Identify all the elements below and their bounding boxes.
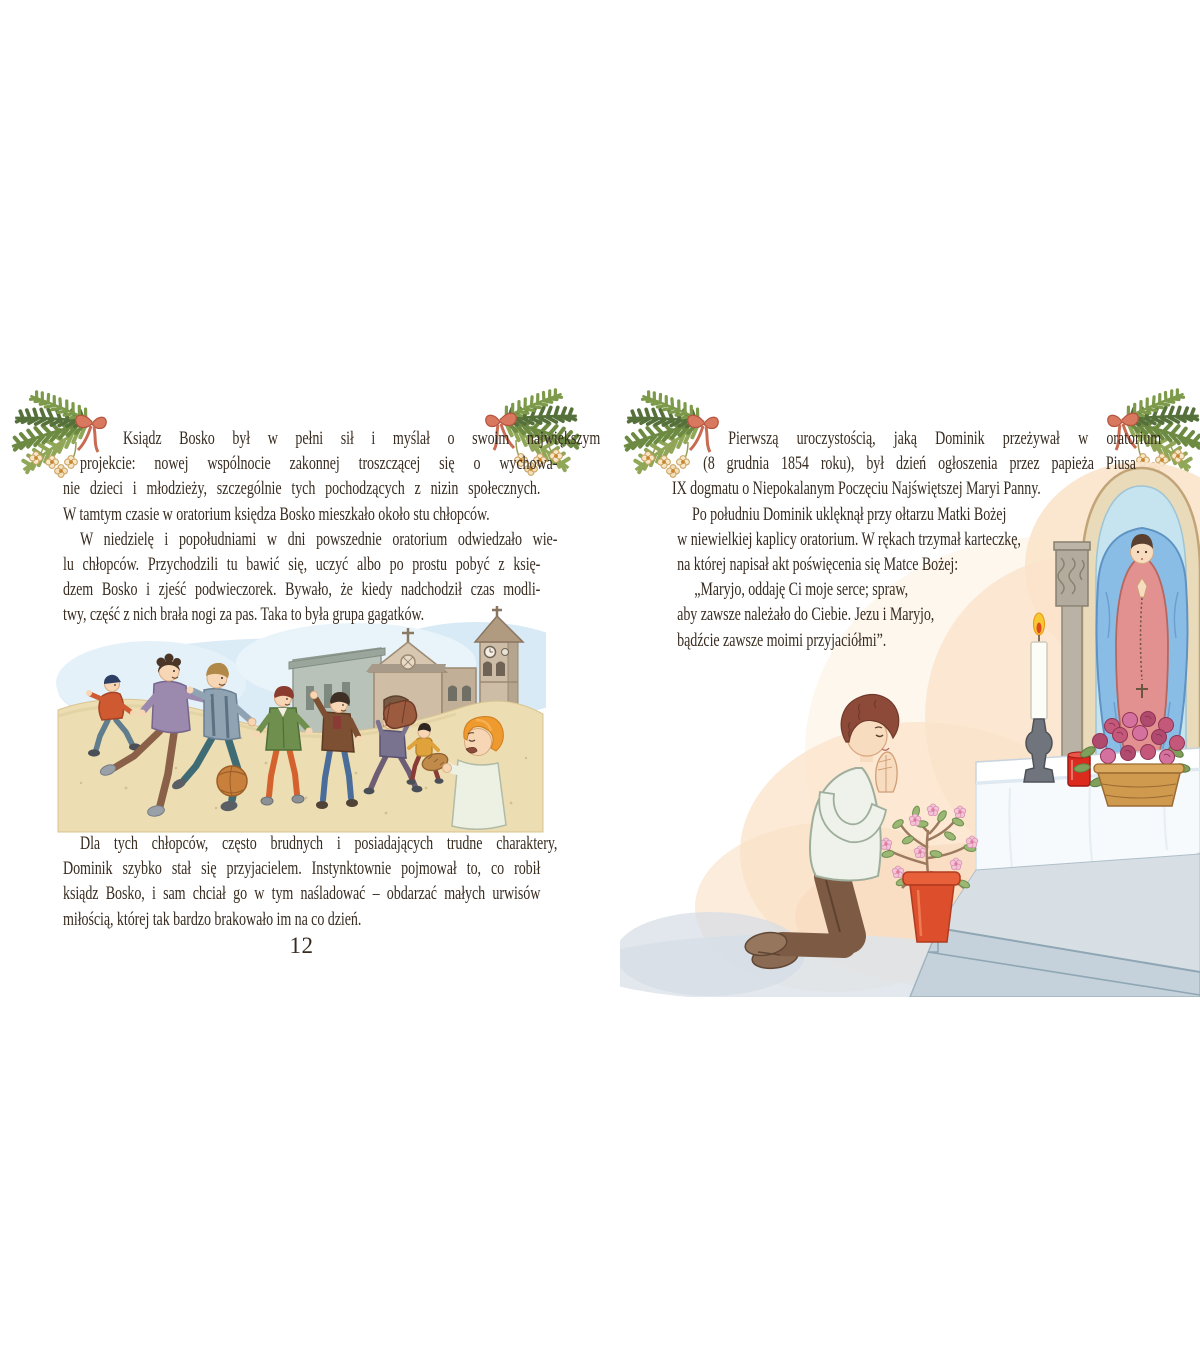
- text-line: Pierwszą uroczystością, jaką Dominik przeżywał w oratorium: [728, 428, 1162, 449]
- text-line: w niewielkiej kaplicy oratorium. W rękach trzymał karteczkę,: [677, 528, 1021, 550]
- left-illustration-boys-playing: [56, 598, 546, 838]
- text-line: „Maryjo, oddaję Ci moje serce; spraw,: [694, 579, 909, 601]
- left-page-text-bottom: [63, 831, 558, 932]
- paragraph: [63, 527, 558, 628]
- text-line: projekcie: nowej wspólnocie zakonnej troszczącej się o wychowa-: [80, 453, 558, 475]
- text-line: aby zawsze należało do Ciebie. Jezu i Maryjo,: [677, 604, 935, 626]
- text-line: Ksiądz Bosko był w pełni sił i myślał o swoim największym: [122, 428, 601, 449]
- right-page-text: [672, 426, 1162, 653]
- text-line: W tamtym czasie w oratorium księdza Bosko mieszkało około stu chłopców.: [63, 503, 490, 525]
- text-line: na której napisał akt poświęcenia się Matce Bożej:: [677, 553, 959, 575]
- text-line: twy, część z nich brała nogi za pas. Taka to była grupa gagatków.: [63, 604, 425, 626]
- paragraph: [672, 502, 1105, 578]
- paragraph: [63, 831, 558, 932]
- left-page-text-top: [63, 426, 601, 628]
- text-line: IX dogmatu o Niepokalanym Poczęciu Najświętszej Maryi Panny.: [672, 478, 1041, 500]
- paragraph: [672, 426, 1162, 502]
- text-line: bądźcie zawsze moimi przyjaciółmi”.: [677, 629, 887, 651]
- paragraph: [63, 426, 601, 527]
- ball: [217, 766, 247, 796]
- text-line: W niedzielę i popołudniami w dni powszednie oratorium odwiedzało wie-: [80, 528, 558, 550]
- text-line: ksiądz Bosko, i sam chciał go w tym naśladować – obdarzać małych urwisów: [63, 883, 541, 905]
- text-line: miłością, której tak bardzo brakowało im na co dzień.: [63, 908, 362, 930]
- paragraph: [672, 577, 1105, 653]
- text-line: Dominik szybko stał się przyjacielem. Instynktownie pojmował to, co robił: [63, 858, 541, 880]
- text-line: Po południu Dominik uklęknął przy ołtarzu Matki Bożej: [691, 503, 1007, 525]
- text-line: nie dzieci i młodzieży, szczególnie tych pochodzących z nizin społecznych.: [63, 478, 541, 500]
- text-line: (8 grudnia 1854 roku), był dzień ogłoszenia przez papieża Piusa: [703, 453, 1136, 475]
- text-line: dzem Bosko i zjeść podwieczorek. Bywało, że kiedy nadchodził czas modli-: [63, 579, 541, 601]
- text-line: lu chłopców. Przychodzili tu bawić się, uczyć albo po prostu pobyć z księ-: [63, 553, 541, 575]
- text-line: Dla tych chłopców, często brudnych i posiadających trudne charaktery,: [80, 833, 558, 854]
- page-number: 12: [289, 933, 314, 958]
